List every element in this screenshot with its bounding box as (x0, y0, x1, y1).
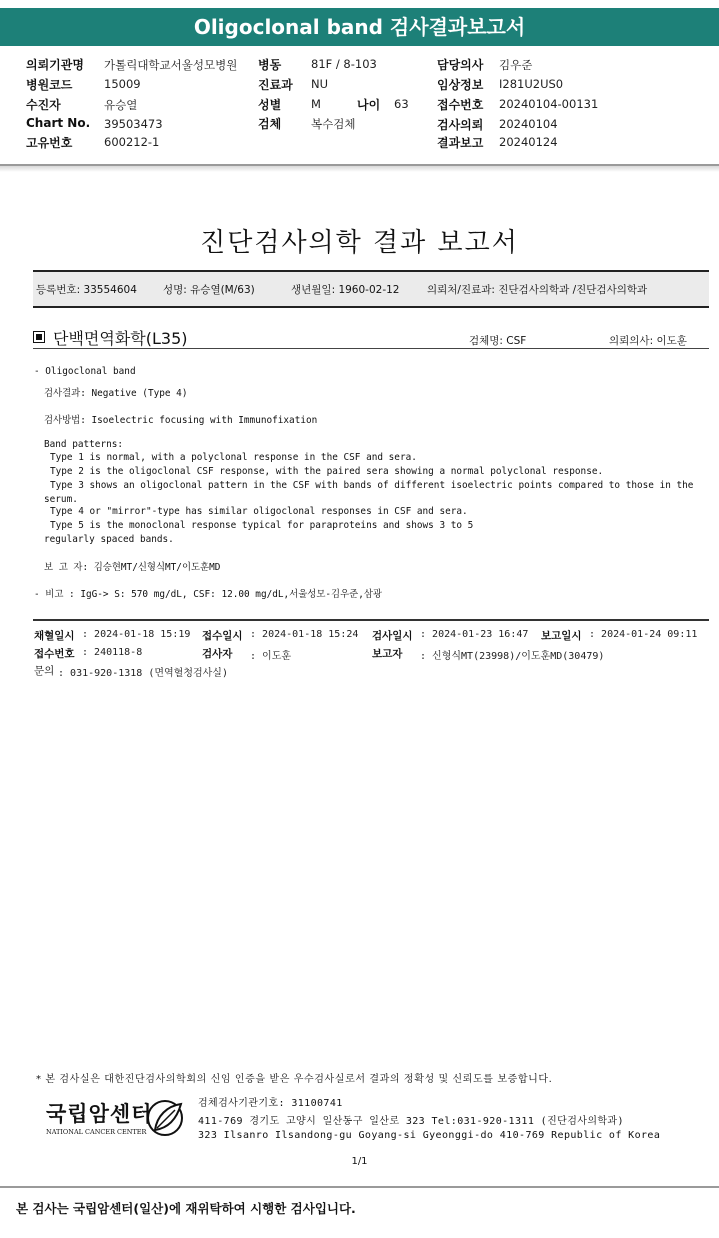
specimen-value: 복수검체 (311, 117, 356, 131)
test-method: 검사방법: Isoelectric focusing with Immunofixation (44, 415, 318, 426)
institution-logo-subtitle: NATIONAL CANCER CENTER (46, 1128, 147, 1136)
ward-value: 81F / 8-103 (311, 57, 377, 71)
patient-label: 수진자 (26, 98, 61, 112)
report-time-label: 보고일시 (541, 630, 582, 642)
result-report-label: 결과보고 (437, 136, 484, 150)
clinical-info-value: I281U2US0 (499, 77, 564, 91)
tester-label: 검사자 (202, 648, 233, 660)
requesting-department: 의뢰처/진료과: 진단검사의학과 /진단검사의학과 (427, 284, 648, 296)
department-label: 진료과 (258, 78, 293, 92)
hospital-code-value: 15009 (104, 77, 141, 91)
reporter-label: 보고자 (372, 648, 403, 660)
report-banner-title: Oligoclonal band 검사결과보고서 (0, 8, 719, 46)
specimen-name: 검체명: CSF (469, 335, 527, 347)
unique-no-value: 600212-1 (104, 135, 160, 149)
certification-statement: * 본 검사실은 대한진단검사의학회의 신임 인증을 받은 우수검사실로서 결과의 정확성 및 신뢰도를 보증합니다. (36, 1074, 553, 1085)
patient-value: 유승열 (104, 98, 138, 112)
header-divider-shadow (0, 166, 719, 172)
chart-no-label: Chart No. (26, 116, 91, 130)
test-request-label: 검사의뢰 (437, 118, 484, 132)
institution-address-korean: 411-769 경기도 고양시 일산동구 일산로 323 Tel:031-920-1311 (진단검사의학과) (198, 1116, 624, 1127)
test-result: 검사결과: Negative (Type 4) (44, 388, 188, 399)
ward-label: 병동 (258, 58, 282, 72)
requesting-doctor: 의뢰의사: 이도훈 (609, 335, 687, 347)
birth-date: 생년월일: 1960-02-12 (291, 284, 400, 296)
receipt-number-label: 접수번호 (437, 98, 484, 112)
institution-code: 검체검사기관기호: 31100741 (198, 1098, 343, 1109)
page-number: 1/1 (351, 1156, 368, 1167)
collection-time-label: 채혈일시 (34, 630, 75, 642)
receipt-no-value: : 240118-8 (82, 647, 143, 658)
section-header (33, 326, 709, 349)
report-time-value: : 2024-01-24 09:11 (589, 629, 698, 640)
age-label: 나이 (357, 98, 381, 112)
institution-logo-text: 국립암센터 (46, 1102, 153, 1126)
receipt-number-value: 20240104-00131 (499, 97, 599, 111)
band-type-3: Type 3 shows an oligoclonal pattern in the CSF with bands of different isoelectric points compared to those in the serum. (44, 480, 694, 505)
department-value: NU (311, 77, 329, 91)
chart-no-value: 39503473 (104, 117, 163, 131)
test-name: - Oligoclonal band (34, 366, 136, 377)
age-value: 63 (394, 97, 409, 111)
test-request-value: 20240104 (499, 117, 558, 131)
document-title: 진단검사의학 결과 보고서 (200, 228, 519, 258)
tester-value: : 이도훈 (250, 651, 292, 662)
institution-address-english: 323 Ilsanro Ilsandong-gu Goyang-si Gyeonggi-do 410-769 Republic of Korea (198, 1130, 661, 1141)
receive-time-value: : 2024-01-18 15:24 (250, 629, 359, 640)
registration-bar (33, 270, 709, 308)
band-patterns-header: Band patterns: (44, 439, 124, 450)
clinical-info-label: 임상정보 (437, 78, 484, 92)
attending-doctor-value: 김우준 (499, 58, 533, 72)
sex-label: 성별 (258, 98, 282, 112)
inquiry-label: 문의 (34, 665, 55, 677)
remark: - 비고 : IgG-> S: 570 mg/dL, CSF: 12.00 mg/dL,서울성모-김우준,삼광 (34, 589, 382, 600)
collection-time-value: : 2024-01-18 15:19 (82, 629, 191, 640)
reporters: 보 고 자: 김승현MT/신형식MT/이도훈MD (44, 562, 221, 573)
attending-doctor-label: 담당의사 (437, 58, 484, 72)
receipt-no-label: 접수번호 (34, 648, 75, 660)
section-title (33, 326, 188, 349)
requesting-institution-value: 가톨릭대학교서울성모병원 (104, 58, 238, 72)
band-type-5: Type 5 is the monoclonal response typical for paraproteins and shows 3 to 5 regularly spaced bands. (44, 520, 474, 545)
unique-no-label: 고유번호 (26, 136, 73, 150)
reporter-value: : 신형식MT(23998)/이도훈MD(30479) (420, 651, 605, 662)
test-time-value: : 2024-01-23 16:47 (420, 629, 529, 640)
receive-time-label: 접수일시 (202, 630, 243, 642)
footer-divider (0, 1186, 719, 1188)
sex-value: M (311, 97, 321, 111)
requesting-institution-label: 의뢰기관명 (26, 58, 84, 72)
band-type-1: Type 1 is normal, with a polyclonal response in the CSF and sera. (50, 452, 417, 463)
section-title-text: 단백면역화학(L35) (53, 329, 188, 348)
test-time-label: 검사일시 (372, 630, 413, 642)
metadata-divider (33, 619, 709, 621)
band-type-4: Type 4 or "mirror"-type has similar oligoclonal responses in CSF and sera. (50, 506, 468, 517)
hospital-code-label: 병원코드 (26, 78, 73, 92)
specimen-label: 검체 (258, 117, 282, 131)
result-report-value: 20240124 (499, 135, 558, 149)
inquiry-value: : 031-920-1318 (면역혈청검사실) (58, 668, 228, 679)
band-type-2: Type 2 is the oligoclonal CSF response, with the paired sera showing a normal polyclonal response. (50, 466, 604, 477)
referral-note: 본 검사는 국립암센터(일산)에 재위탁하여 시행한 검사입니다. (16, 1201, 356, 1216)
registration-number: 등록번호: 33554604 (36, 284, 137, 296)
leaf-logo-icon (143, 1098, 187, 1138)
patient-name-age: 성명: 유승열(M/63) (163, 284, 255, 296)
section-square-icon (33, 331, 45, 343)
